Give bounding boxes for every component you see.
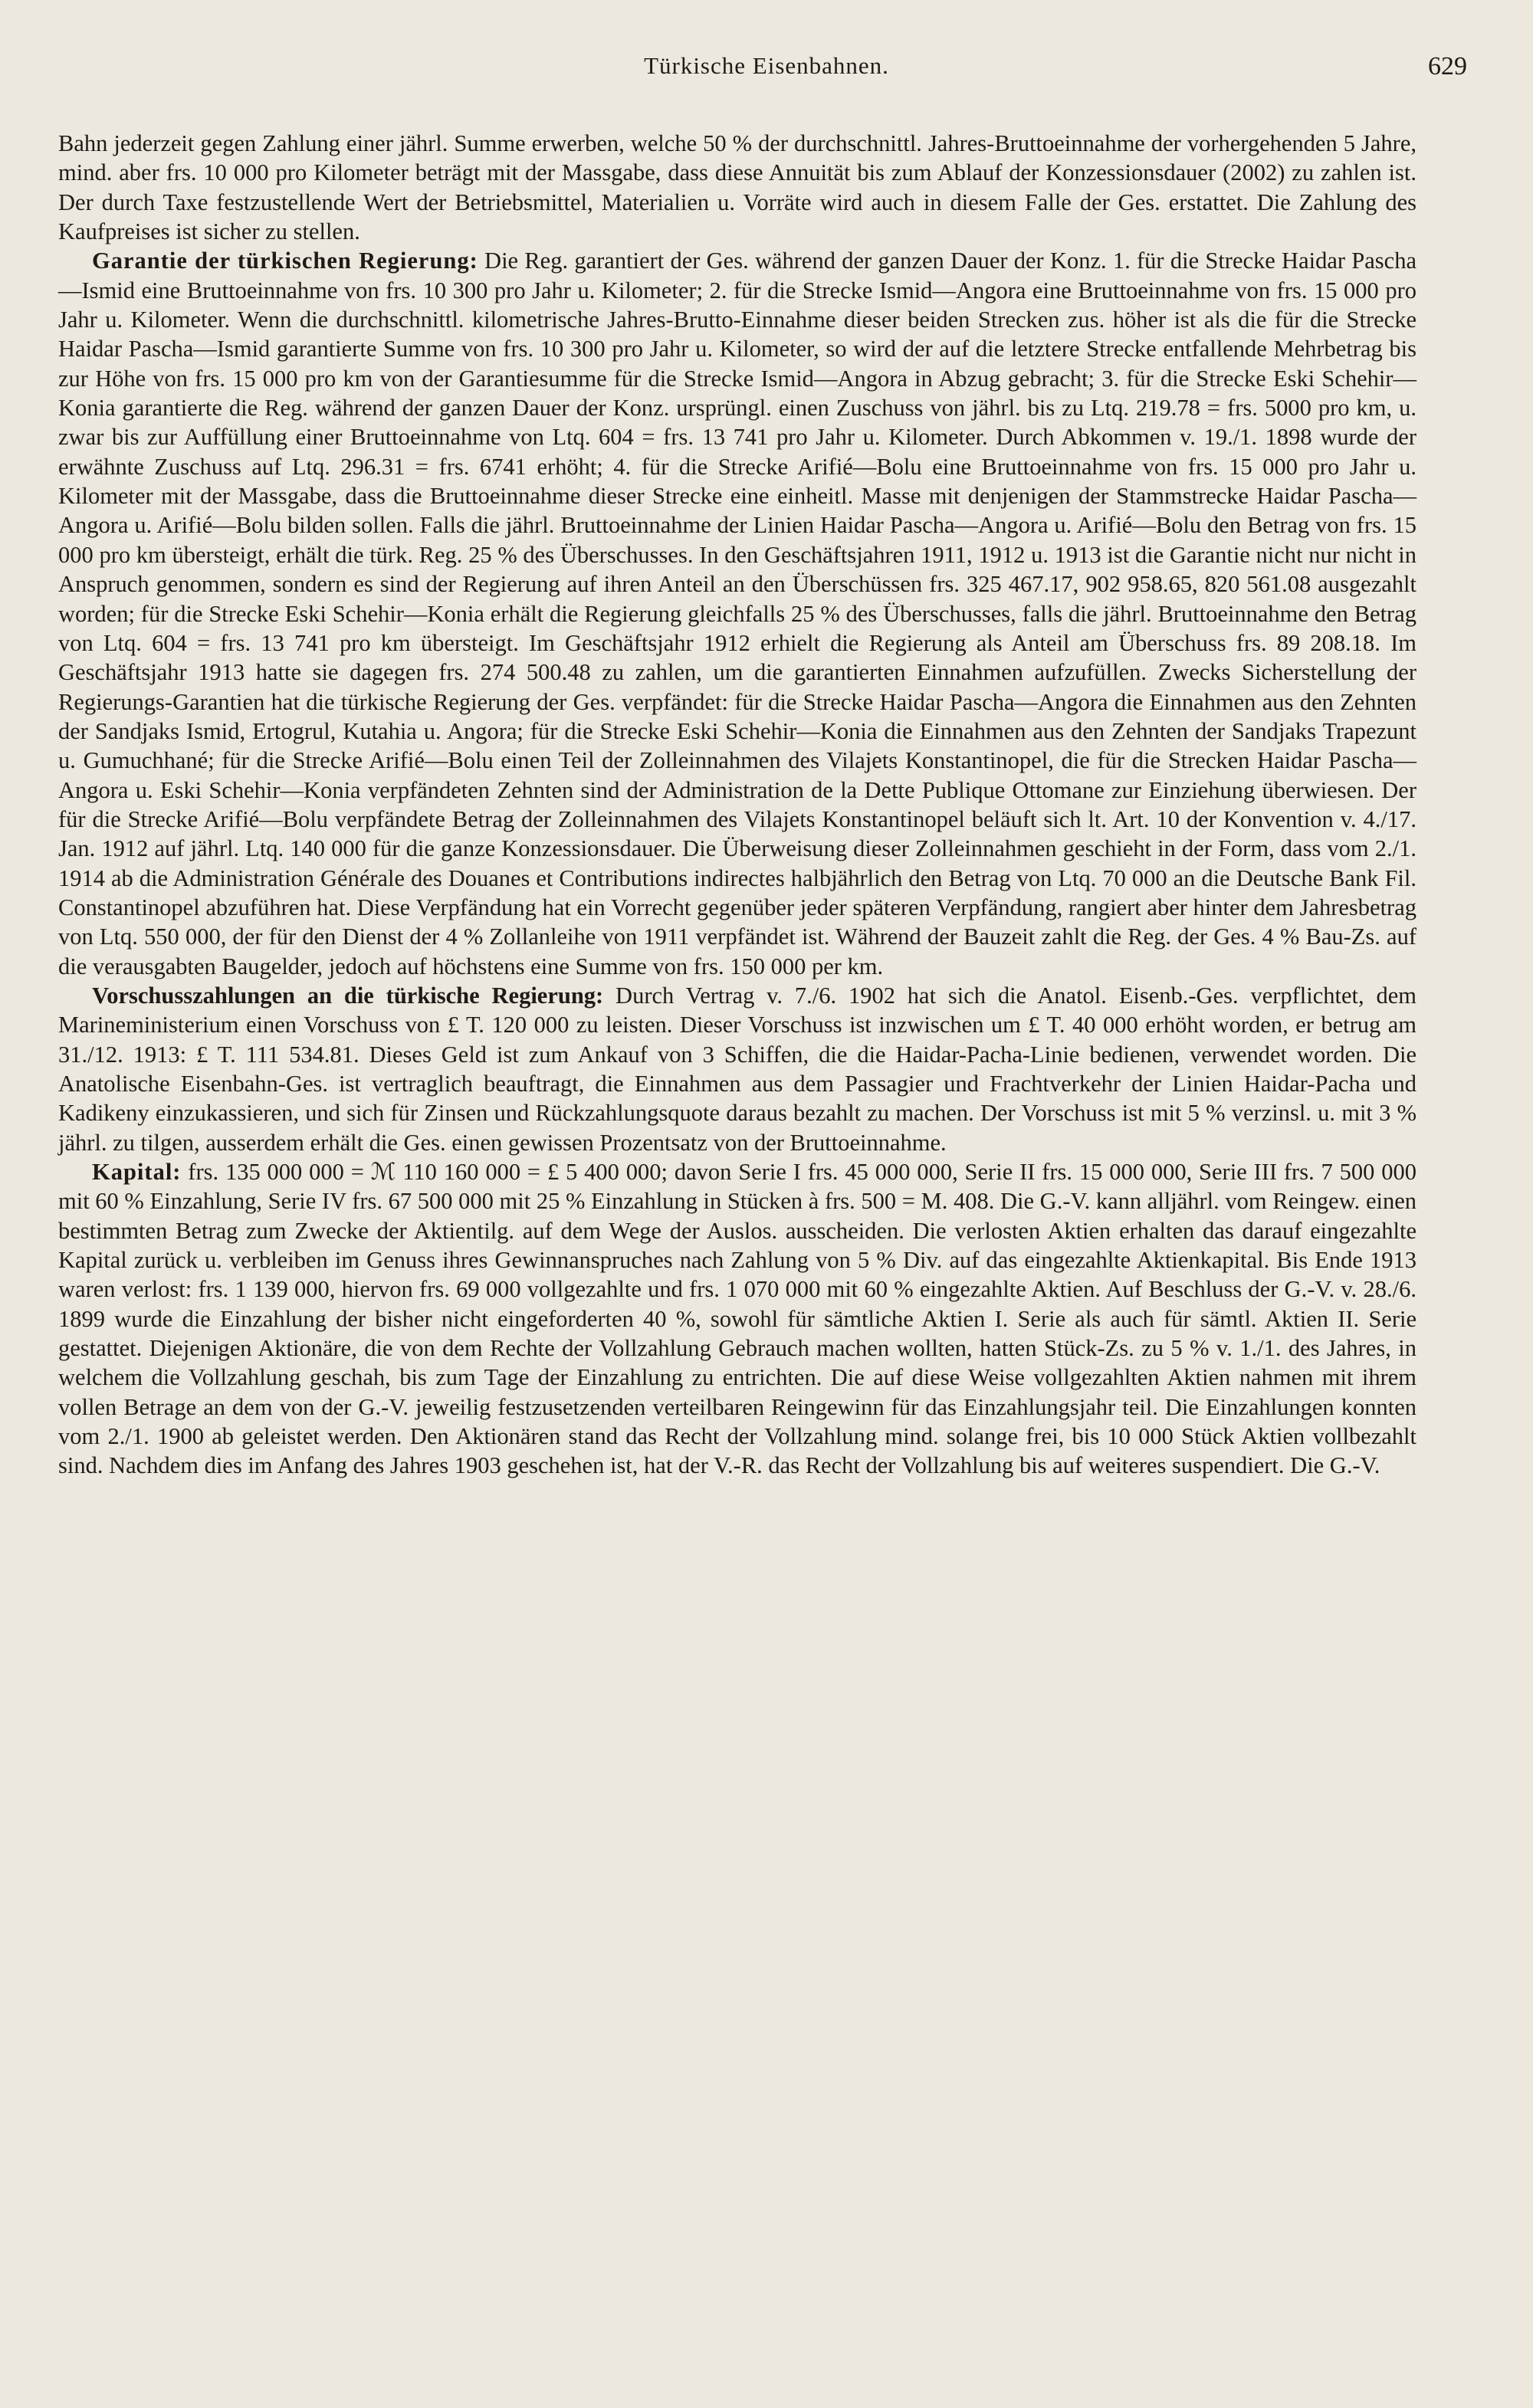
paragraph-vorschuss xyxy=(58,981,1416,1157)
section-heading-vorschuss: Vorschusszahlungen an die türkische Regierung: xyxy=(92,982,604,1009)
running-header xyxy=(46,52,1487,98)
paragraph-garantie xyxy=(58,246,1416,981)
running-title: Türkische Eisenbahnen. xyxy=(644,52,889,79)
body-text xyxy=(58,129,1416,1481)
section-heading-kapital: Kapital: xyxy=(92,1159,182,1186)
paragraph-text: frs. 135 000 000 = ℳ 110 160 000 = £ 5 400 000; davon Serie I frs. 45 000 000, Serie II frs. 15 000 000, Serie III frs. 7 500 000 mit 60 % Einzahlung, Serie IV frs. 67 500 000 mit 25 % Einzahlung in Stücken à frs. 500 = M. 408. Die G.-V. kann alljährl. vom Reingew. einen bestimmten Betrag zum Zwecke der Aktientilg. auf dem Wege der Auslos. ausscheiden. Die verlosten Aktien erhalten das darauf eingezahlte Kapital zurück u. verbleiben im Genuss ihres Gewinnanspruches nach Zahlung von 5 % Div. auf das eingezahlte Aktienkapital. Bis Ende 1913 waren verlost: frs. 1 139 000, hiervon frs. 69 000 vollgezahlte und frs. 1 070 000 mit 60 % eingezahlte Aktien. Auf Beschluss der G.-V. v. 28./6. 1899 wurde die Einzahlung der bisher nicht eingeforderten 40 %, sowohl für sämtliche Aktien I. Serie als auch für sämtl. Aktien II. Serie gestattet. Diejenigen Aktionäre, die von dem Rechte der Vollzahlung Gebrauch machen wollten, hatten Stück-Zs. zu 5 % v. 1./1. des Jahres, in welchem die Vollzahlung geschah, bis zum Tage der Einzahlung zu entrichten. Die auf diese Weise vollgezahlten Aktien nahmen mit ihrem vollen Betrage an dem von der G.-V. jeweilig festzusetzenden verteilbaren Reingewinn für das Einzahlungsjahr teil. Die Einzahlungen konnten vom 2./1. 1900 ab geleistet werden. Den Aktionären stand das Recht der Vollzahlung mind. solange frei, bis 10 000 Stück Aktien vollbezahlt sind. Nachdem dies im Anfang des Jahres 1903 geschehen ist, hat der V.-R. das Recht der Vollzahlung bis auf weiteres suspendiert. Die G.-V. xyxy=(58,1159,1416,1479)
paragraph-text: Durch Vertrag v. 7./6. 1902 hat sich die Anatol. Eisenb.-Ges. verpflichtet, dem Marineministerium einen Vorschuss von £ T. 120 000 zu leisten. Dieser Vorschuss ist inzwischen um £ T. 40 000 erhöht worden, er betrug am 31./12. 1913: £ T. 111 534.81. Dieses Geld ist zum Ankauf von 3 Schiffen, die die Haidar-Pacha-Linie bedienen, verwendet worden. Die Anatolische Eisenbahn-Ges. ist vertraglich beauftragt, die Einnahmen aus dem Passagier und Frachtverkehr der Linien Haidar-Pacha und Kadikeny einzukassieren, und sich für Zinsen und Rückzahlungsquote daraus bezahlt zu machen. Der Vorschuss ist mit 5 % verzinsl. u. mit 3 % jährl. zu tilgen, ausserdem erhält die Ges. einen gewissen Prozentsatz von der Bruttoeinnahme. xyxy=(58,982,1416,1156)
paragraph-text: Bahn jederzeit gegen Zahlung einer jährl. Summe erwerben, welche 50 % der durchschnittl. Jahres-Bruttoeinnahme der vorhergehenden 5 Jahre, mind. aber frs. 10 000 pro Kilometer beträgt mit der Massgabe, dass diese Annuität bis zum Ablauf der Konzessionsdauer (2002) zu zahlen ist. Der durch Taxe festzustellende Wert der Betriebsmittel, Materialien u. Vorräte wird auch in diesem Falle der Ges. erstattet. Die Zahlung des Kaufpreises ist sicher zu stellen. xyxy=(58,130,1416,245)
paragraph-kapital xyxy=(58,1157,1416,1481)
page-number: 629 xyxy=(1428,52,1467,80)
paragraph-text: Die Reg. garantiert der Ges. während der ganzen Dauer der Konz. 1. für die Strecke Haidar Pascha—Ismid eine Bruttoeinnahme von frs. 10 300 pro Jahr u. Kilometer; 2. für die Strecke Ismid—Angora eine Bruttoeinnahme von frs. 15 000 pro Jahr u. Kilometer. Wenn die durchschnittl. kilometrische Jahres-Brutto-Einnahme dieser beiden Strecken zus. höher ist als die für die Strecke Haidar Pascha—Ismid garantierte Summe von frs. 10 300 pro Jahr u. Kilometer, so wird der auf die letztere Strecke entfallende Mehrbetrag bis zur Höhe von frs. 15 000 pro km von der Garantiesumme für die Strecke Ismid—Angora in Abzug gebracht; 3. für die Strecke Eski Schehir—Konia garantierte die Reg. während der ganzen Dauer der Konz. ursprüngl. einen Zuschuss von jährl. bis zu Ltq. 219.78 = frs. 5000 pro km, u. zwar bis zur Auffüllung einer Bruttoeinnahme von Ltq. 604 = frs. 13 741 pro Jahr u. Kilometer. Durch Abkommen v. 19./1. 1898 wurde der erwähnte Zuschuss auf Ltq. 296.31 = frs. 6741 erhöht; 4. für die Strecke Arifié—Bolu eine Bruttoeinnahme von frs. 15 000 pro Jahr u. Kilometer mit der Massgabe, dass die Bruttoeinnahme dieser Strecke eine einheitl. Masse mit denjenigen der Stammstrecke Haidar Pascha—Angora u. Arifié—Bolu bilden sollen. Falls die jährl. Bruttoeinnahme der Linien Haidar Pascha—Angora u. Arifié—Bolu den Betrag von frs. 15 000 pro km übersteigt, erhält die türk. Reg. 25 % des Überschusses. In den Geschäftsjahren 1911, 1912 u. 1913 ist die Garantie nicht nur nicht in Anspruch genommen, sondern es sind der Regierung auf ihren Anteil an den Überschüssen frs. 325 467.17, 902 958.65, 820 561.08 ausgezahlt worden; für die Strecke Eski Schehir—Konia erhält die Regierung gleichfalls 25 % des Überschusses, falls die jährl. Bruttoeinnahme den Betrag von Ltq. 604 = frs. 13 741 pro km übersteigt. Im Geschäftsjahr 1912 erhielt die Regierung als Anteil am Überschuss frs. 89 208.18. Im Geschäftsjahr 1913 hatte sie dagegen frs. 274 500.48 zu zahlen, um die garantierten Einnahmen aufzufüllen. Zwecks Sicherstellung der Regierungs-Garantien hat die türkische Regierung der Ges. verpfändet: für die Strecke Haidar Pascha—Angora die Einnahmen aus den Zehnten der Sandjaks Ismid, Ertogrul, Kutahia u. Angora; für die Strecke Eski Schehir—Konia die Einnahmen aus den Zehnten der Sandjaks Trapezunt u. Gumuchhané; für die Strecke Arifié—Bolu einen Teil der Zolleinnahmen des Vilajets Konstantinopel, die für die Strecken Haidar Pascha—Angora u. Eski Schehir—Konia verpfändeten Zehnten sind der Administration de la Dette Publique Ottomane zur Einziehung überwiesen. Der für die Strecke Arifié—Bolu verpfändete Betrag der Zolleinnahmen des Vilajets Konstantinopel beläuft sich lt. Art. 10 der Konvention v. 4./17. Jan. 1912 auf jährl. Ltq. 140 000 für die ganze Konzessionsdauer. Die Überweisung dieser Zolleinnahmen geschieht in der Form, dass vom 2./1. 1914 ab die Administration Générale des Douanes et Contributions indirectes halbjährlich den Betrag von Ltq. 70 000 an die Deutsche Bank Fil. Constantinopel abzuführen hat. Diese Verpfändung hat ein Vorrecht gegenüber jeder späteren Verpfändung, rangiert aber hinter dem Jahresbetrag von Ltq. 550 000, der für den Dienst der 4 % Zollanleihe von 1911 verpfändet ist. Während der Bauzeit zahlt die Reg. der Ges. 4 % Bau-Zs. auf die verausgabten Baugelder, jedoch auf höchstens eine Summe von frs. 150 000 per km. xyxy=(58,248,1416,979)
paragraph-continuation xyxy=(58,129,1416,246)
section-heading-garantie: Garantie der türkischen Regierung: xyxy=(92,248,478,274)
